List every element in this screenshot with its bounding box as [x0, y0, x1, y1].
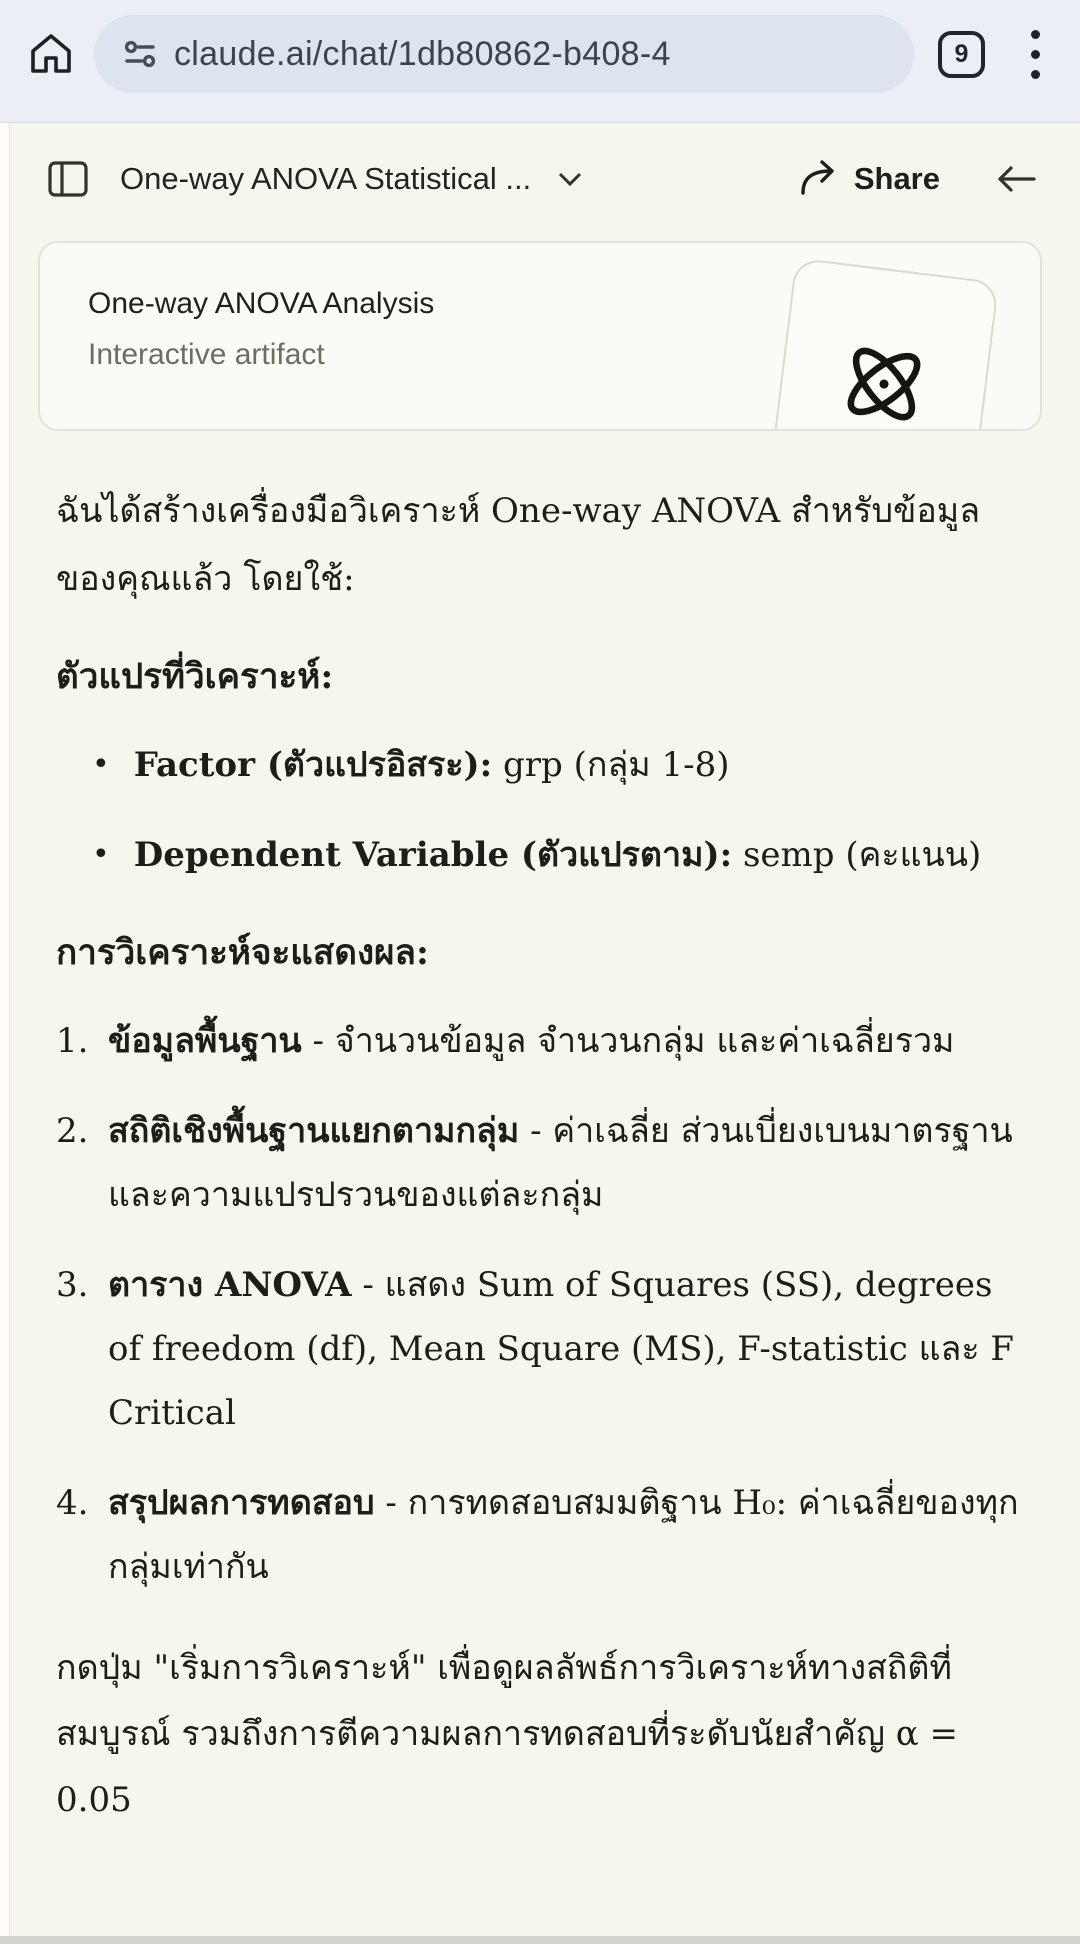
back-button[interactable]	[994, 165, 1038, 193]
tab-count: 9	[954, 39, 969, 68]
artifact-title: One-way ANOVA Analysis	[88, 287, 435, 320]
panel-toggle-icon	[46, 159, 90, 199]
results-list	[56, 1009, 1022, 1599]
arrow-left-icon	[994, 165, 1038, 193]
atom-icon	[828, 328, 939, 431]
list-item: • Factor (ตัวแปรอิสระ): grp (กลุ่ม 1-8)	[56, 733, 1022, 797]
bottom-divider	[0, 1936, 1080, 1944]
home-icon	[27, 30, 75, 78]
chat-title-dropdown[interactable]	[557, 171, 583, 187]
intro-paragraph: ฉันได้สร้างเครื่องมือวิเคราะห์ One-way ANOVA สำหรับข้อมูลของคุณแล้ว โดยใช้:	[56, 491, 981, 599]
chat-header	[0, 123, 1080, 199]
results-heading: การวิเคราะห์จะแสดงผล:	[56, 932, 429, 973]
url-text: claude.ai/chat/1db80862-b408-4	[174, 34, 671, 73]
variables-list	[56, 733, 1022, 887]
tab-switcher[interactable]	[938, 31, 985, 78]
url-bar[interactable]	[94, 15, 914, 93]
claude-chat-page	[0, 122, 1080, 1936]
kebab-menu-icon	[1031, 30, 1040, 39]
left-edge-strip	[0, 123, 10, 1936]
list-item: 3. ตาราง ANOVA - แสดง Sum of Squares (SS), degrees of freedom (df), Mean Square (MS), F-statistic และ F Critical	[56, 1265, 1014, 1433]
home-button[interactable]	[26, 29, 76, 79]
tune-icon	[124, 39, 156, 69]
chat-title[interactable]: One-way ANOVA Statistical ...	[120, 161, 532, 196]
list-item: • Dependent Variable (ตัวแปรตาม): semp (คะแนน)	[56, 823, 1022, 887]
browser-bar	[0, 0, 1080, 122]
artifact-thumbnail	[768, 257, 1000, 431]
assistant-message	[0, 431, 1080, 1833]
share-label: Share	[853, 161, 940, 196]
share-arrow-icon	[798, 160, 840, 198]
artifact-subtitle: Interactive artifact	[88, 338, 325, 371]
list-item: 2. สถิติเชิงพื้นฐานแยกตามกลุ่ม - ค่าเฉลี่ย ส่วนเบี่ยงเบนมาตรฐาน และความแปรปรวนของแต่ละกลุ่ม	[56, 1111, 1013, 1215]
list-item: 4. สรุปผลการทดสอบ - การทดสอบสมมติฐาน H₀: ค่าเฉลี่ยของทุกกลุ่มเท่ากัน	[56, 1483, 1019, 1587]
browser-menu-button[interactable]	[1027, 26, 1044, 83]
artifact-card[interactable]	[38, 241, 1042, 431]
list-item: 1. ข้อมูลพื้นฐาน - จำนวนข้อมูล จำนวนกลุ่ม และค่าเฉลี่ยรวม	[56, 1021, 955, 1061]
variables-heading: ตัวแปรที่วิเคราะห์:	[56, 656, 334, 697]
outro-paragraph: กดปุ่ม "เริ่มการวิเคราะห์" เพื่อดูผลลัพธ์การวิเคราะห์ทางสถิติที่สมบูรณ์ รวมถึงการตีความผลการทดสอบที่ระดับนัยสำคัญ α = 0.05	[56, 1648, 958, 1820]
sidebar-toggle-button[interactable]	[46, 159, 90, 199]
chevron-down-icon	[557, 171, 583, 187]
share-button[interactable]	[798, 160, 940, 198]
